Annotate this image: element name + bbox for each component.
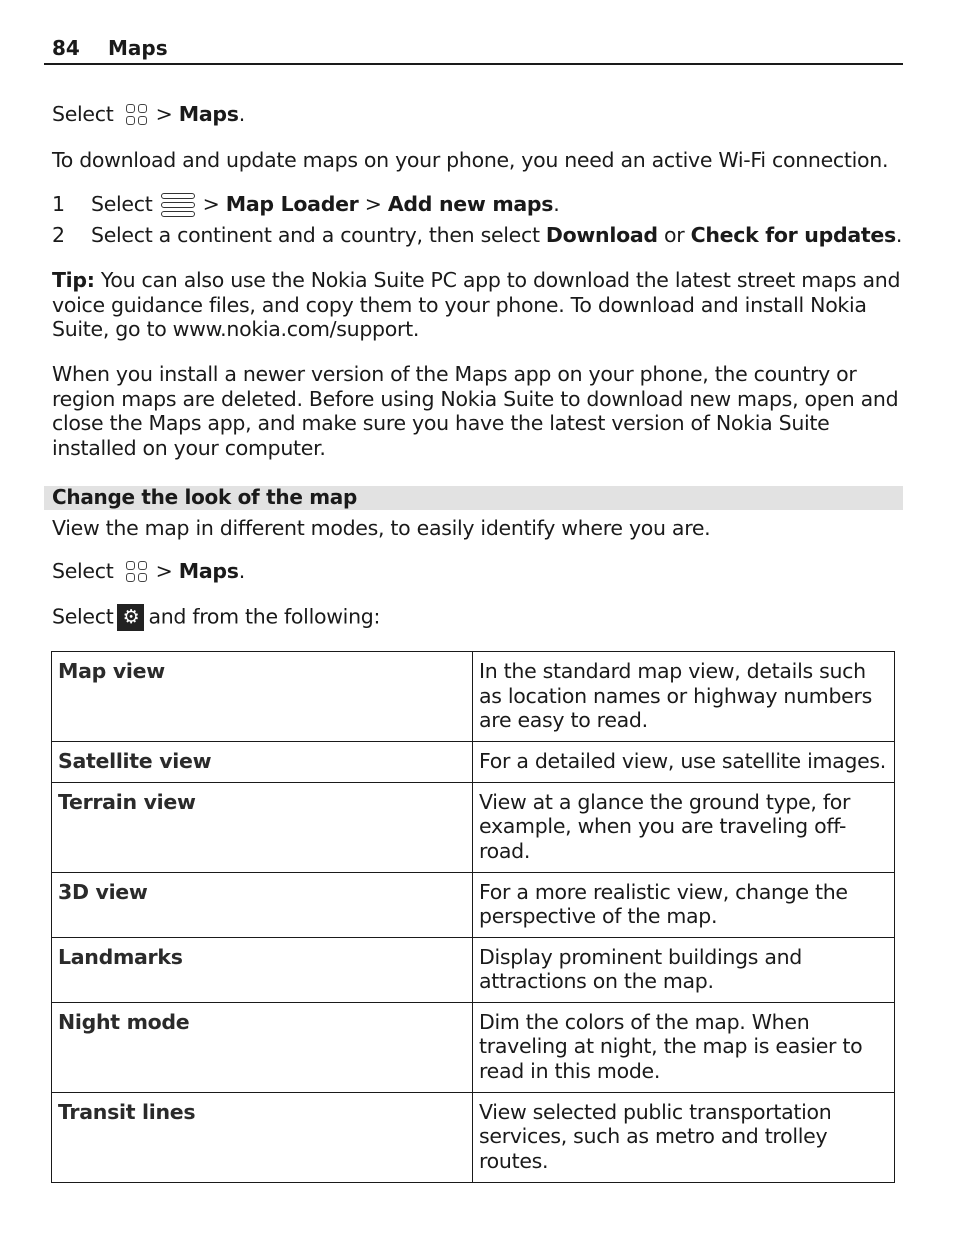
option-name: Terrain view bbox=[52, 782, 473, 872]
table-row bbox=[52, 872, 895, 937]
page-number: 84 bbox=[52, 36, 80, 60]
section-heading: Change the look of the map bbox=[52, 485, 358, 509]
option-name: Satellite view bbox=[52, 742, 473, 783]
option-name: 3D view bbox=[52, 872, 473, 937]
apps-grid-icon bbox=[124, 102, 150, 128]
maps-link-text: Maps bbox=[178, 102, 239, 126]
option-description: In the standard map view, details such as location names or highway numbers are easy to read. bbox=[473, 652, 895, 742]
option-description: Dim the colors of the map. When traveling at night, the map is easier to read in this mode. bbox=[473, 1002, 895, 1092]
table-row bbox=[52, 742, 895, 783]
version-paragraph: When you install a newer version of the Maps app on your phone, the country or region maps are deleted. Before using Nokia Suite to download new maps, open and close the Maps app, and make sure you have the latest version of Nokia Suite installed on your computer. bbox=[52, 362, 899, 460]
option-name: Night mode bbox=[52, 1002, 473, 1092]
section-select-gear: Select ⚙ and from the following: bbox=[52, 604, 902, 631]
option-description: View selected public transportation services, such as metro and trolley routes. bbox=[473, 1092, 895, 1182]
option-description: For a more realistic view, change the perspective of the map. bbox=[473, 872, 895, 937]
select-maps-instruction: Select > Maps. bbox=[52, 102, 245, 126]
table-row bbox=[52, 937, 895, 1002]
option-name: Map view bbox=[52, 652, 473, 742]
option-name: Landmarks bbox=[52, 937, 473, 1002]
table-row bbox=[52, 1092, 895, 1182]
option-description: View at a glance the ground type, for example, when you are traveling off-road. bbox=[473, 782, 895, 872]
option-description: For a detailed view, use satellite images. bbox=[473, 742, 895, 783]
option-name: Transit lines bbox=[52, 1092, 473, 1182]
tip-paragraph: Tip: You can also use the Nokia Suite PC app to download the latest street maps and voice guidance files, and copy them to your phone. To download and install Nokia Suite, go to www.nokia.com/support. bbox=[52, 268, 901, 341]
section-select-maps: Select > Maps. bbox=[52, 559, 245, 583]
apps-grid-icon bbox=[124, 559, 150, 585]
option-description: Display prominent buildings and attractions on the map. bbox=[473, 937, 895, 1002]
page-header bbox=[44, 36, 903, 65]
map-view-options-table bbox=[51, 651, 895, 1183]
menu-list-icon bbox=[161, 192, 197, 218]
table-row bbox=[52, 1002, 895, 1092]
section-heading-bar bbox=[44, 486, 903, 510]
chapter-title: Maps bbox=[108, 36, 168, 60]
wifi-paragraph: To download and update maps on your phone, you need an active Wi-Fi connection. bbox=[52, 148, 889, 172]
table-row bbox=[52, 652, 895, 742]
section-intro: View the map in different modes, to easily identify where you are. bbox=[52, 516, 711, 540]
table-row bbox=[52, 782, 895, 872]
gear-icon: ⚙ bbox=[117, 604, 144, 631]
